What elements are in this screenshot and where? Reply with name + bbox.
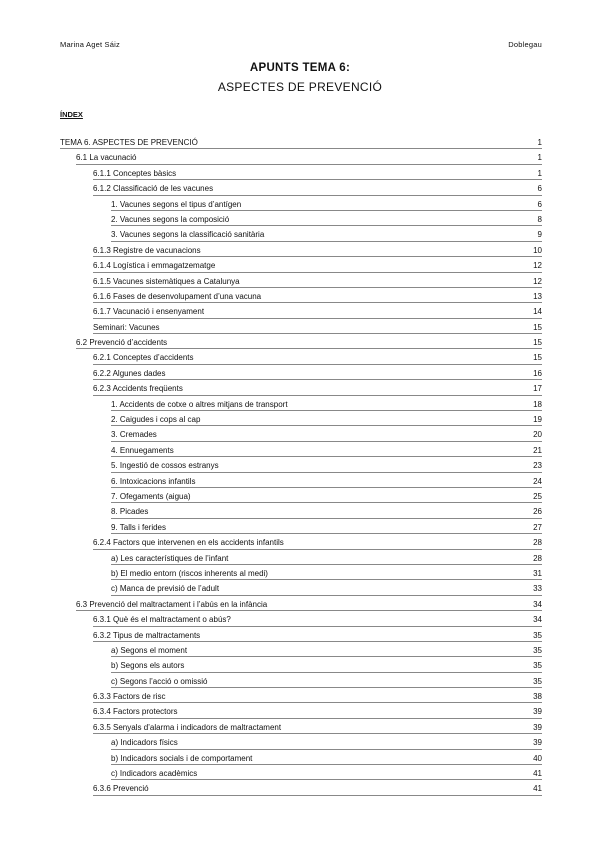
toc-entry-label: c) Manca de previsió de l’adult — [111, 584, 220, 594]
toc-entry[interactable] — [60, 320, 542, 335]
toc-entry[interactable] — [60, 474, 542, 489]
toc-entry[interactable] — [60, 243, 542, 258]
toc-entry-page: 1 — [537, 168, 542, 178]
toc-entry[interactable] — [60, 258, 542, 273]
toc-entry-page: 25 — [533, 491, 542, 501]
toc-entry-page: 12 — [533, 261, 542, 271]
toc-entry-underline — [111, 687, 542, 688]
toc-entry-page: 31 — [533, 568, 542, 578]
toc-entry-page: 15 — [533, 338, 542, 348]
toc-entry[interactable] — [60, 628, 542, 643]
toc-entry[interactable] — [60, 289, 542, 304]
toc-entry-underline — [111, 533, 542, 534]
toc-entry-label: 6.2.1 Conceptes d’accidents — [93, 353, 194, 363]
toc-entry-underline — [111, 410, 542, 411]
toc-entry-label: c) Segons l’acció o omissió — [111, 676, 208, 686]
toc-entry-underline — [93, 333, 542, 334]
toc-entry-label: a) Segons el moment — [111, 645, 188, 655]
toc-entry-page: 28 — [533, 553, 542, 563]
toc-entry-page: 20 — [533, 430, 542, 440]
toc-entry-underline — [111, 487, 542, 488]
toc-entry-page: 14 — [533, 307, 542, 317]
toc-entry-underline — [111, 564, 542, 565]
toc-entry-page: 39 — [533, 738, 542, 748]
toc-entry[interactable] — [60, 397, 542, 412]
toc-entry[interactable] — [60, 520, 542, 535]
toc-entry-underline — [93, 395, 542, 396]
toc-entry-underline — [111, 210, 542, 211]
toc-entry-label: 1. Accidents de cotxe o altres mitjans de transport — [111, 399, 288, 409]
toc-entry-underline — [93, 549, 542, 550]
toc-entry-underline — [111, 441, 542, 442]
toc-entry-underline — [60, 148, 542, 149]
toc-entry-page: 19 — [533, 415, 542, 425]
toc-entry-label: 8. Picades — [111, 507, 149, 517]
toc-entry-page: 12 — [533, 276, 542, 286]
toc-entry-label: 6.1.7 Vacunació i ensenyament — [93, 307, 205, 317]
toc-entry-underline — [93, 256, 542, 257]
toc-entry-label: 6.1 La vacunació — [76, 153, 137, 163]
toc-entry-underline — [111, 225, 542, 226]
toc-entry-page: 26 — [533, 507, 542, 517]
toc-entry-label: 6.3.3 Factors de risc — [93, 692, 166, 702]
toc-entry-page: 34 — [533, 599, 542, 609]
toc-entry-label: 6.2.4 Factors que intervenen en els accidents infantils — [93, 538, 284, 548]
toc-entry-page: 24 — [533, 476, 542, 486]
toc-entry-underline — [111, 456, 542, 457]
toc-entry-underline — [76, 348, 542, 349]
toc-entry-label: c) Indicadors acadèmics — [111, 769, 198, 779]
toc-entry-label: 2. Caigudes i cops al cap — [111, 415, 201, 425]
toc-entry-label: 6.2 Prevenció d’accidents — [76, 338, 168, 348]
toc-entry[interactable] — [60, 674, 542, 689]
toc-entry-page: 8 — [537, 214, 542, 224]
toc-entry-underline — [111, 764, 542, 765]
table-of-contents — [60, 135, 542, 797]
toc-entry-underline — [76, 164, 542, 165]
toc-entry-label: 6.3 Prevenció del maltractament i l’abús en la infància — [76, 599, 268, 609]
toc-entry[interactable] — [60, 412, 542, 427]
toc-entry[interactable] — [60, 381, 542, 396]
toc-entry-label: 6.3.4 Factors protectors — [93, 707, 178, 717]
header-brand: Doblegau — [508, 40, 542, 49]
toc-entry-underline — [111, 241, 542, 242]
toc-entry[interactable] — [60, 304, 542, 319]
toc-entry-label: 9. Talls i ferides — [111, 522, 166, 532]
toc-entry-label: 6.3.6 Prevenció — [93, 784, 149, 794]
toc-entry[interactable] — [60, 427, 542, 442]
toc-entry-underline — [93, 733, 542, 734]
toc-entry-underline — [111, 502, 542, 503]
toc-entry-label: 6.1.6 Fases de desenvolupament d’una vacuna — [93, 291, 262, 301]
toc-entry-label: 6.1.4 Logística i emmagatzematge — [93, 261, 216, 271]
toc-entry-underline — [93, 287, 542, 288]
toc-entry[interactable] — [60, 166, 542, 181]
toc-entry-page: 17 — [533, 384, 542, 394]
toc-entry-page: 10 — [533, 245, 542, 255]
toc-entry-page: 16 — [533, 368, 542, 378]
toc-entry-label: b) Segons els autors — [111, 661, 185, 671]
toc-entry-page: 9 — [537, 230, 542, 240]
toc-entry-underline — [93, 702, 542, 703]
toc-entry-label: 6.1.1 Conceptes bàsics — [93, 168, 177, 178]
toc-entry-page: 6 — [537, 184, 542, 194]
toc-entry[interactable] — [60, 366, 542, 381]
toc-entry[interactable] — [60, 766, 542, 781]
toc-entry-page: 23 — [533, 461, 542, 471]
toc-entry[interactable] — [60, 443, 542, 458]
toc-entry-page: 35 — [533, 645, 542, 655]
toc-entry[interactable] — [60, 597, 542, 612]
toc-entry-page: 6 — [537, 199, 542, 209]
header-author: Marina Aget Sáiz — [60, 40, 120, 49]
toc-entry-underline — [93, 195, 542, 196]
document-title: APUNTS TEMA 6: — [249, 62, 351, 74]
toc-entry[interactable] — [60, 504, 542, 519]
toc-entry-label: TEMA 6. ASPECTES DE PREVENCIÓ — [60, 138, 198, 147]
toc-entry-page: 38 — [533, 692, 542, 702]
toc-entry[interactable] — [60, 181, 542, 196]
toc-entry[interactable] — [60, 704, 542, 719]
toc-entry[interactable] — [60, 735, 542, 750]
toc-entry[interactable] — [60, 612, 542, 627]
toc-entry-page: 15 — [533, 322, 542, 332]
toc-entry-label: a) Indicadors físics — [111, 738, 178, 748]
toc-entry[interactable] — [60, 751, 542, 766]
toc-entry-page: 33 — [533, 584, 542, 594]
toc-entry-label: 6.3.5 Senyals d’alarma i indicadors de maltractament — [93, 722, 282, 732]
toc-entry-underline — [111, 518, 542, 519]
toc-entry-page: 34 — [533, 615, 542, 625]
toc-entry-label: a) Les característiques de l’infant — [111, 553, 229, 563]
toc-entry[interactable] — [60, 350, 542, 365]
toc-entry[interactable] — [60, 489, 542, 504]
toc-entry[interactable] — [60, 658, 542, 673]
toc-entry-page: 35 — [533, 630, 542, 640]
toc-entry-underline — [76, 610, 542, 611]
toc-entry-label: 6.3.1 Què és el maltractament o abús? — [93, 615, 231, 625]
toc-entry[interactable] — [60, 720, 542, 735]
toc-entry-label: 6. Intoxicacions infantils — [111, 476, 196, 486]
document-subtitle: ASPECTES DE PREVENCIÓ — [217, 80, 383, 94]
toc-entry[interactable] — [60, 781, 542, 796]
toc-entry[interactable] — [60, 535, 542, 550]
toc-entry-page: 35 — [533, 676, 542, 686]
toc-entry-underline — [93, 272, 542, 273]
toc-entry-label: 3. Vacunes segons la classificació sanitària — [111, 230, 265, 240]
toc-entry-label: 6.1.3 Registre de vacunacions — [93, 245, 201, 255]
toc-entry-underline — [93, 364, 542, 365]
toc-entry-label: 1. Vacunes segons el tipus d’antígen — [111, 199, 242, 209]
toc-entry[interactable] — [60, 274, 542, 289]
toc-entry-page: 18 — [533, 399, 542, 409]
toc-entry-underline — [93, 626, 542, 627]
toc-entry-label: b) Indicadors socials i de comportament — [111, 753, 253, 763]
toc-entry-page: 1 — [537, 153, 542, 163]
toc-entry-underline — [111, 779, 542, 780]
toc-entry[interactable] — [60, 581, 542, 596]
toc-entry[interactable] — [60, 197, 542, 212]
toc-entry-underline — [93, 795, 542, 796]
toc-entry-underline — [111, 425, 542, 426]
toc-entry-label: 6.2.3 Accidents freqüents — [93, 384, 183, 394]
toc-entry[interactable] — [60, 212, 542, 227]
toc-entry-page: 41 — [533, 769, 542, 779]
toc-entry-underline — [111, 672, 542, 673]
toc-entry-page: 27 — [533, 522, 542, 532]
toc-entry-label: 6.1.5 Vacunes sistemàtiques a Catalunya — [93, 276, 240, 286]
toc-entry[interactable] — [60, 551, 542, 566]
toc-entry[interactable] — [60, 458, 542, 473]
toc-entry-page: 1 — [537, 138, 542, 147]
toc-entry-underline — [111, 749, 542, 750]
toc-entry[interactable] — [60, 643, 542, 658]
toc-entry-page: 13 — [533, 291, 542, 301]
toc-entry[interactable] — [60, 335, 542, 350]
toc-entry-underline — [93, 641, 542, 642]
toc-entry-page: 40 — [533, 753, 542, 763]
toc-entry-label: 2. Vacunes segons la composició — [111, 214, 230, 224]
toc-entry-label: b) El medio entorn (riscos inherents al medi) — [111, 568, 268, 578]
toc-entry-underline — [111, 656, 542, 657]
toc-entry-label: 4. Ennuegaments — [111, 445, 174, 455]
toc-entry-page: 15 — [533, 353, 542, 363]
toc-entry-page: 39 — [533, 707, 542, 717]
toc-entry-page: 21 — [533, 445, 542, 455]
toc-entry-underline — [111, 595, 542, 596]
toc-entry-underline — [93, 718, 542, 719]
index-heading: ÍNDEX — [60, 110, 83, 119]
toc-entry-underline — [93, 318, 542, 319]
toc-entry-label: 6.1.2 Classificació de les vacunes — [93, 184, 214, 194]
toc-entry-label: 5. Ingestió de cossos estranys — [111, 461, 219, 471]
toc-entry-underline — [111, 472, 542, 473]
toc-entry[interactable] — [60, 689, 542, 704]
toc-entry-underline — [111, 579, 542, 580]
toc-entry-label: 3. Cremades — [111, 430, 157, 440]
toc-entry-page: 35 — [533, 661, 542, 671]
toc-entry[interactable] — [60, 150, 542, 165]
toc-entry-underline — [93, 379, 542, 380]
toc-entry-page: 28 — [533, 538, 542, 548]
toc-entry-underline — [93, 179, 542, 180]
toc-entry-label: 6.3.2 Tipus de maltractaments — [93, 630, 201, 640]
toc-entry-label: 6.2.2 Algunes dades — [93, 368, 166, 378]
toc-entry[interactable] — [60, 566, 542, 581]
toc-entry-label: 7. Ofegaments (aigua) — [111, 491, 191, 501]
toc-entry[interactable] — [60, 135, 542, 150]
toc-entry-page: 39 — [533, 722, 542, 732]
toc-entry-page: 41 — [533, 784, 542, 794]
toc-entry[interactable] — [60, 227, 542, 242]
toc-entry-label: Seminari: Vacunes — [93, 322, 160, 332]
toc-entry-underline — [93, 302, 542, 303]
